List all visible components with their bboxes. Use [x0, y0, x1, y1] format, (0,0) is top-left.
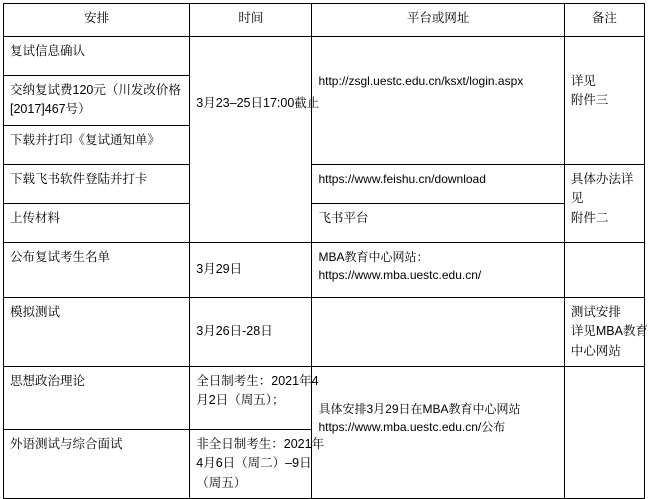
cell-platform-group-1: [312, 37, 564, 165]
note-group-2-line-1: 具体办法详: [570, 171, 634, 186]
cell-note-group-89: [564, 366, 644, 498]
schedule-table: [3, 3, 648, 499]
note-group-2-line-3: 附件二: [570, 210, 609, 225]
cell-platform-group-89: [312, 366, 564, 498]
cell-task-7: 模拟测试: [4, 297, 190, 366]
cell-platform-5: 飞书平台: [312, 203, 564, 242]
note-group-1-line-2: 附件三: [570, 93, 609, 108]
cell-time-9: [190, 429, 325, 498]
cell-note-group-2: [564, 164, 644, 242]
platform-url-1[interactable]: http://zsgl.uestc.edu.cn/ksxt/login.aspx: [318, 74, 524, 88]
table-row: [4, 297, 645, 366]
note-7-line-2: 详见MBA教育: [570, 324, 648, 339]
platform-6-line-1: MBA教育中心网站：: [318, 249, 429, 264]
cell-task-5: 上传材料: [4, 203, 190, 242]
table-header: [4, 4, 645, 37]
cell-time-6: 3月29日: [190, 242, 312, 297]
table-row: [4, 164, 645, 203]
time-9-line-3: （周五）: [196, 475, 247, 490]
time-9-line-2: 4月6日（周二）–9日: [196, 456, 312, 471]
header-time: 时间: [190, 4, 312, 37]
header-platform: 平台或网址: [312, 4, 564, 37]
note-group-2-line-2: 见: [570, 191, 584, 206]
cell-task-4: 下载飞书软件登陆并打卡: [4, 164, 190, 203]
header-task: 安排: [4, 4, 190, 37]
platform-6-url[interactable]: https://www.mba.uestc.edu.cn/: [318, 268, 482, 283]
platform-89-url[interactable]: https://www.mba.uestc.edu.cn/公布: [318, 420, 506, 435]
platform-url-2[interactable]: https://www.feishu.cn/download: [318, 171, 486, 186]
table-row: [4, 366, 645, 429]
cell-platform-7: [312, 297, 564, 366]
table-row: [4, 37, 645, 76]
cell-task-9: 外语测试与综合面试: [4, 429, 190, 498]
table-row: [4, 242, 645, 297]
time-9-line-1: 非全日制考生：2021年: [196, 436, 325, 451]
cell-task-2: 交纳复试费120元（川发改价格[2017]467号）: [4, 76, 190, 126]
cell-time-7: 3月26日-28日: [190, 297, 312, 366]
cell-task-8: 思想政治理论: [4, 366, 190, 429]
cell-platform-6: [312, 242, 564, 297]
time-8-line-1: 全日制考生：2021年4: [196, 373, 319, 388]
cell-note-7: [564, 297, 648, 366]
document-page: [0, 3, 648, 490]
note-group-1-line-1: 详见: [570, 74, 596, 88]
cell-task-3: 下载并打印《复试通知单》: [4, 125, 190, 164]
table-body: [4, 37, 648, 499]
cell-task-6: 公布复试考生名单: [4, 242, 190, 297]
cell-platform-4: [312, 164, 564, 203]
note-7-line-1: 测试安排: [570, 304, 621, 319]
time-8-line-2: 月2日（周五）；: [196, 393, 285, 408]
cell-time-8: [190, 366, 319, 429]
platform-89-line-1: 具体安排3月29日在MBA教育中心网站: [318, 401, 521, 416]
note-7-line-3: 中心网站: [570, 343, 621, 358]
header-row: [4, 4, 645, 37]
header-note: 备注: [564, 4, 644, 37]
cell-note-6: [564, 242, 644, 297]
cell-note-group-1: [564, 37, 644, 165]
table-row: [4, 203, 645, 242]
time-group-1-text: 3月23–25日17:00截止: [196, 96, 320, 110]
cell-time-group-1: [190, 37, 320, 243]
cell-task-1: 复试信息确认: [4, 37, 190, 76]
